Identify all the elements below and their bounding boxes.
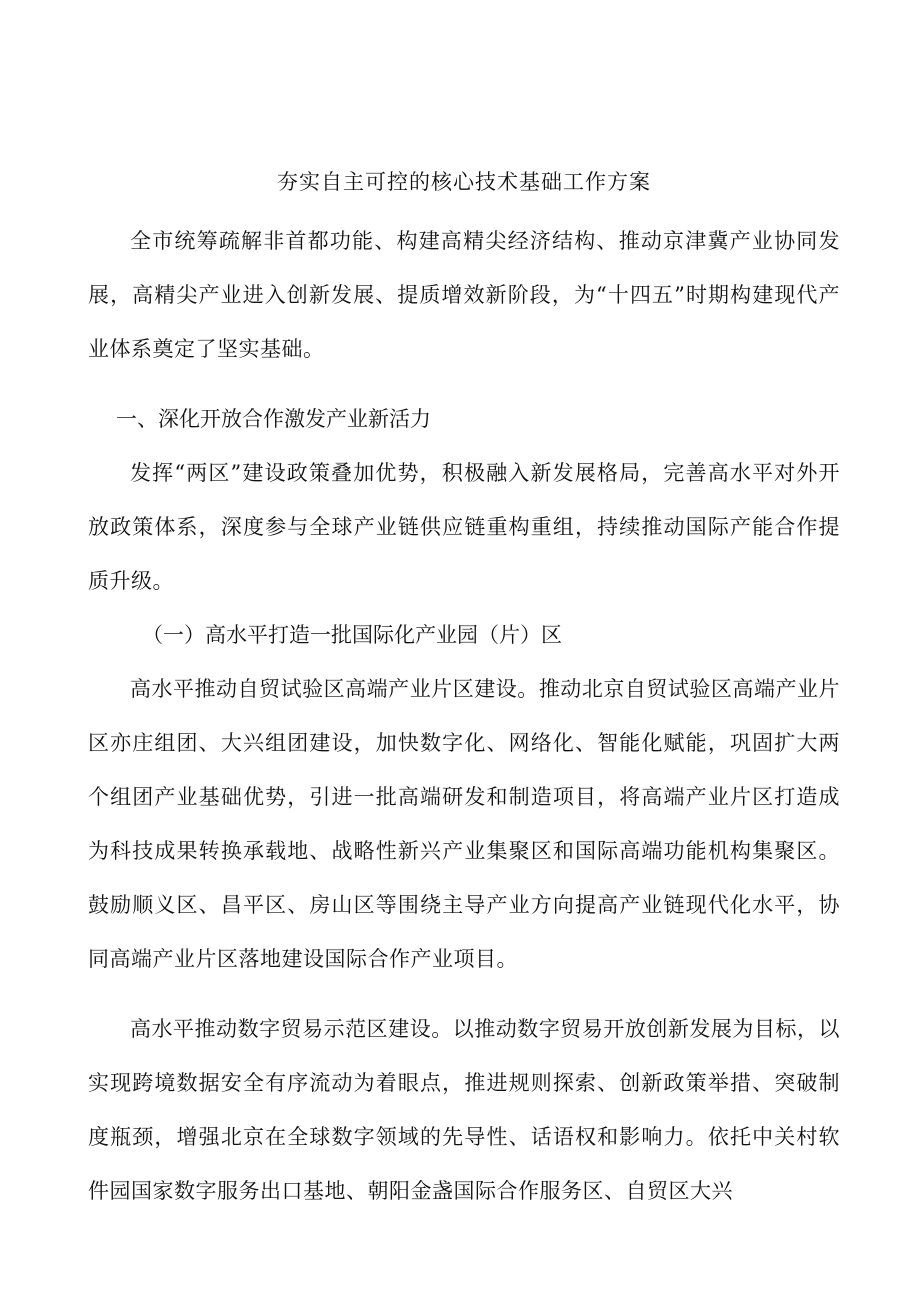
subsection-paragraph-2: 高水平推动数字贸易示范区建设。以推动数字贸易开放创新发展为目标，以实现跨境数据安全有序流动为着眼点，推进规则探索、创新政策举措、突破制度瓶颈，增强北京在全球数字领域的先导性、话语权和影响力。依托中关村软件园国家数字服务出口基地、朝阳金盏国际合作服务区、自贸区大兴: [88, 1017, 840, 1203]
subsection-heading: （一）高水平打造一批国际化产业园（片）区: [142, 623, 562, 647]
paragraph-spacer: [88, 986, 840, 1002]
section-heading: 一、深化开放合作激发产业新活力: [116, 407, 431, 431]
intro-paragraph: 全市统筹疏解非首都功能、构建高精尖经济结构、推动京津冀产业协同发展，高精尖产业进入创新发展、提质增效新阶段，为“十四五”时期构建现代产业体系奠定了坚实基础。: [88, 229, 840, 361]
subsection-paragraph-1: 高水平推动自贸试验区高端产业片区建设。推动北京自贸试验区高端产业片区亦庄组团、大兴组团建设，加快数字化、网络化、智能化赋能，巩固扩大两个组团产业基础优势，引进一批高端研发和制造项目，将高端产业片区打造成为科技成果转换承载地、战略性新兴产业集聚区和国际高端功能机构集聚区。鼓励顺义区、昌平区、房山区等围绕主导产业方向提高产业链现代化水平，协同高端产业片区落地建设国际合作产业项目。: [88, 677, 840, 971]
document-body: [88, 162, 840, 1218]
section-paragraph: 发挥“两区”建设政策叠加优势，积极融入新发展格局，完善高水平对外开放政策体系，深度参与全球产业链供应链重构重组，持续推动国际产能合作提质升级。: [88, 461, 840, 593]
document-title: 夯实自主可控的核心技术基础工作方案: [277, 170, 651, 194]
